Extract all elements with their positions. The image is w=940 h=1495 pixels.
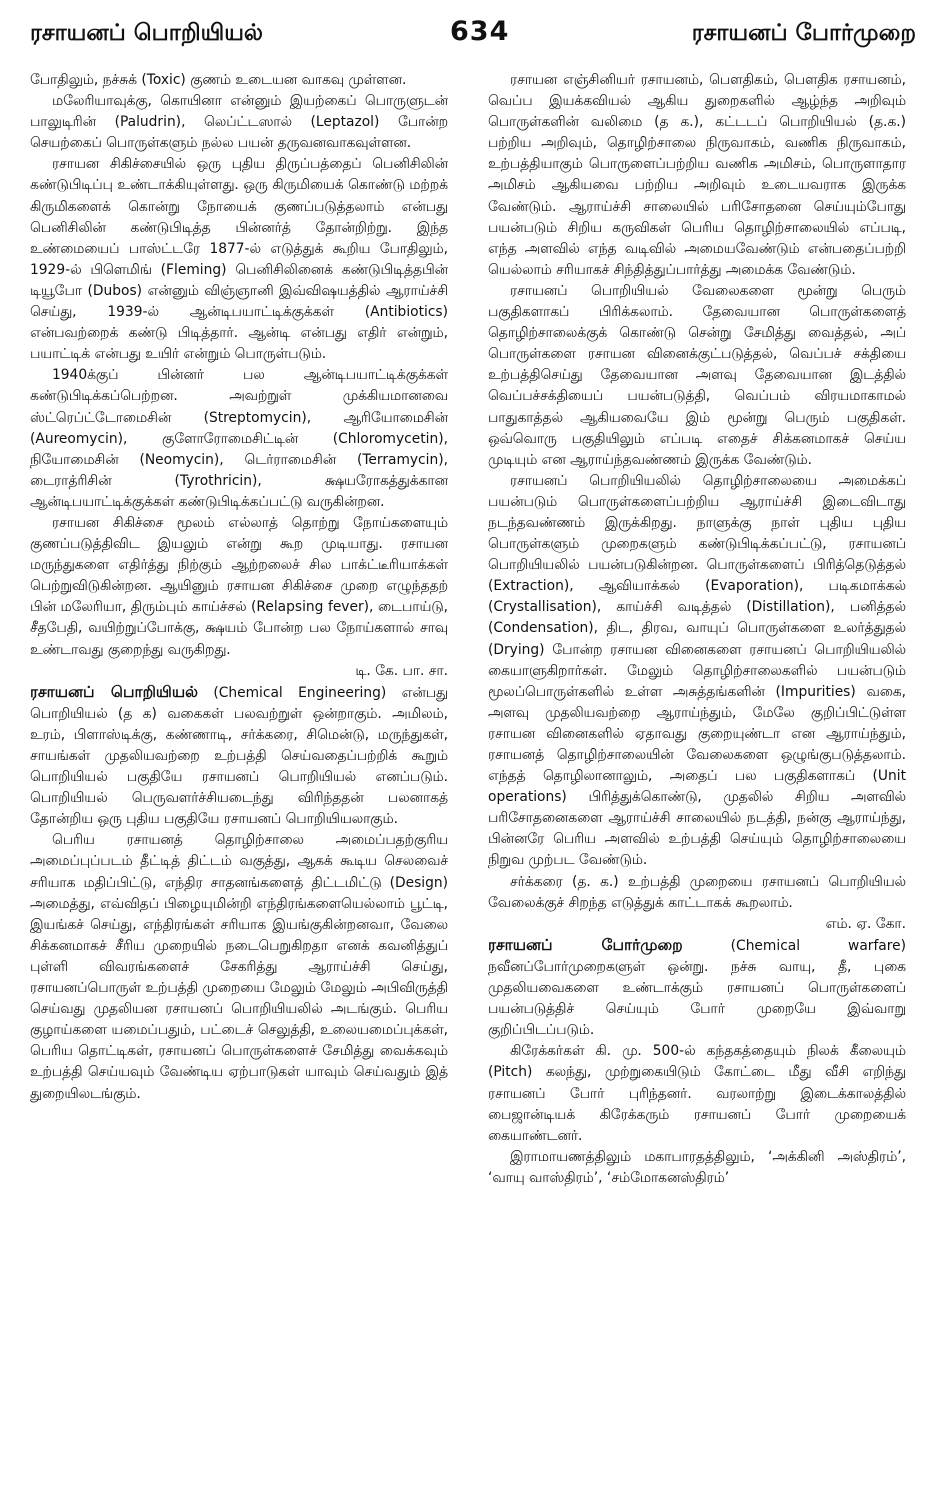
- entry-paragraph: [488, 935, 906, 1041]
- author-signature: எம். ஏ. கோ.: [825, 915, 906, 932]
- page-header: [0, 0, 940, 56]
- paragraph: ரசாயன எஞ்சினியர் ரசாயனம், பௌதிகம், பௌதிக ரசாயனம், வெப்ப இயக்கவியல் ஆகிய துறைகளில் ஆழ்ந்த அறிவும் பொருள்களின் வலிமை (த க.), கட்டடப் பொறியியல் (த.க.) பற்றிய அறிவும், தொழிற்சாலை நிருவாகம், வணிக நிருவாகம், உற்பத்தியாகும் பொருளைப்பற்றிய வணிக அமிசம், பொருளாதார அமிசம் ஆகியவை பற்றிய அறிவும் உடையவராக இருக்க வேண்டும். ஆராய்ச்சி சாலையில் பரிசோதனை செய்யும்போது பயன்படும் சிறிய கருவிகள் பெரிய தொழிற்சாலையில் எப்படி, எந்த அளவில் எந்த வடிவில் அமையவேண்டும் என்பதைப்பற்றி யெல்லாம் சரியாகச் சிந்தித்துப்பார்த்து அமைக்க வேண்டும்.: [488, 72, 906, 278]
- right-column: [488, 70, 906, 1482]
- paragraph: ரசாயனப் பொறியியலில் தொழிற்சாலையை அமைக்கப் பயன்படும் பொருள்களைப்பற்றிய ஆராய்ச்சி இடைவிடாது நடந்தவண்ணம் இருக்கிறது. நாளுக்கு நாள் புதிய புதிய பொருள்களும் முறைகளும் கண்டுபிடிக்கப்பட்டு, ரசாயனப் பொறியியலில் பயன்படுகின்றன. பொருள்களைப் பிரித்தெடுத்தல் (Extraction), ஆவியாக்கல் (Evaporation), படிகமாக்கல் (Crystallisation), காய்ச்சி வடித்தல் (Distillation), பனித்தல் (Condensation), திட, திரவ, வாயுப் பொருள்களை உலர்த்துதல் (Drying) போன்ற ரசாயன வினைகளை ரசாயனப் பொறியியலில் கையாளுகிறார்கள். மேலும் தொழிற்சாலைகளில் பயன்படும் மூலப்பொருள்களில் உள்ள அசுத்தங்களின் (Impurities) வகை, அளவு முதலியவற்றை ஆராய்ந்தும், மேலே குறிப்பிட்டுள்ள ரசாயன வினைகளில் ஏதாவது குறையுண்டா என ஆராய்ந்தும், ரசாயனத் தொழிற்சாலையின் வேலைகளை ஒழுங்குபடுத்தலாம். எந்தத் தொழிலானாலும், அதைப் பல பகுதிகளாகப் (Unit operations) பிரித்துக்கொண்டு, முதலில் சிறிய அளவில் பரிசோதனைகளை ஆராய்ச்சி சாலையில் நடத்தி, நன்கு ஆராய்ந்து, பின்னரே பெரிய அளவில் உற்பத்தி செய்யும் தொழிற்சாலையை நிறுவ முற்பட வேண்டும்.: [488, 472, 906, 869]
- author-signature: டி. கே. பா. சா.: [355, 662, 448, 679]
- paragraph: பெரிய ரசாயனத் தொழிற்சாலை அமைப்பதற்குரிய அமைப்புப்படம் தீட்டித் திட்டம் வகுத்து, ஆகக் கூடிய செலவைச் சரியாக மதிப்பிட்டு, எந்திர சாதனங்களைத் திட்டமிட்டு (Design) அமைத்து, எவ்விதப் பிழையுமின்றி எந்திரங்களையெல்லாம் பூட்டி, இயங்கச் செய்து, எந்திரங்கள் சரியாக இயங்குகின்றனவா, வேலை சிக்கனமாகச் சீரிய முறையில் நடைபெறுகிறதா எனக் கவனித்துப் புள்ளி விவரங்களைச் சேகரித்து ஆராய்ச்சி செய்து, ரசாயனப்பொருள் உற்பத்தி முறையை மேலும் மேலும் அபிவிருத்தி செய்வது முதலியன ரசாயனப் பொறியியலில் அடங்கும். பெரிய குழாய்களை யமைப்பதும், பட்டைச் செலுத்தி, உலையமைப்புக்கள், பெரிய தொட்டிகள், ரசாயனப் பொருள்களைச் சேமித்து வைக்கவும் உற்பத்தி செய்யவும் வேண்டிய ஏற்பாடுகள் யாவும் செய்வதும் இத் துறையிலடங்கும்.: [30, 832, 448, 1102]
- page-number: 634: [450, 16, 510, 47]
- entry-text: (Chemical Engineering) என்பது பொறியியல் (த க) வகைகள் பலவற்றுள் ஒன்றாகும். அமிலம், உரம், பிளாஸ்டிக்கு, கண்ணாடி, சர்க்கரை, சிமென்டு, மருந்துகள், சாயங்கள் முதலியவற்றை உற்பத்தி செய்வதைப்பற்றிக் கூறும் பொறியியல் பகுதியே ரசாயனப் பொறியியல் எனப்படும். பொறியியல் பெருவளர்ச்சியடைந்து விரிந்ததன் பலனாகத் தோன்றிய ஒரு புதிய பகுதியே ரசாயனப் பொறியியலாகும்.: [30, 684, 448, 828]
- paragraph: 1940க்குப் பின்னர் பல ஆன்டிபயாட்டிக்குக்கள் கண்டுபிடிக்கப்பெற்றன. அவற்றுள் முக்கியமானவை ஸ்ட்ரெப்ட்டோமைசின் (Streptomycin), ஆரியோமைசின் (Aureomycin), குளோரோமைசிட்டின் (Chloromycetin), நியோமைசின் (Neomycin), டெர்ராமைசின் (Terramycin), டைராத்ரிசின் (Tyrothricin), க்ஷயரோகத்துக்கான ஆன்டிபயாட்டிக்குக்கள் கண்டுபிடிக்கப்பட்டு வருகின்றன.: [30, 367, 448, 510]
- running-title-left: ரசாயனப் பொறியியல்: [30, 20, 264, 46]
- paragraph: இராமாயணத்திலும் மகாபாரதத்திலும், ‘அக்கினி அஸ்திரம்’, ‘வாயு வாஸ்திரம்’, ‘சம்மோகனஸ்திரம்’: [488, 1148, 906, 1186]
- entry-paragraph: [30, 682, 448, 831]
- paragraph: போதிலும், நச்சுக் (Toxic) குணம் உடையன வாகவு முள்ளன.: [30, 72, 407, 88]
- paragraph: மலேரியாவுக்கு, கொயினா என்னும் இயற்கைப் பொருளுடன் பாலுடிரின் (Paludrin), லெப்ட்டஸால் (Leptazol) போன்ற செயற்கைப் பொருள்களும் நல்ல பயன் தருவனவாகவுள்ளன.: [30, 93, 448, 152]
- paragraph: சர்க்கரை (த. க.) உற்பத்தி முறையை ரசாயனப் பொறியியல் வேலைக்குச் சிறந்த எடுத்துக் காட்டாகக் கூறலாம்.: [488, 873, 906, 911]
- entry-heading: ரசாயனப் பொறியியல்: [30, 682, 198, 701]
- paragraph: ரசாயன சிகிச்சையில் ஒரு புதிய திருப்பத்தைப் பெனிசிலின் கண்டுபிடிப்பு உண்டாக்கியுள்ளது. ஒரு கிருமியைக் கொண்டு மற்றக் கிருமிகளைக் கொன்று நோயைக் குணப்படுத்தலாம் என்பது பெனிசிலின் கண்டுபிடித்த பின்னர்த் தோன்றிற்று. இந்த உண்மையைப் பாஸ்ட்டரே 1877-ல் எடுத்துக் கூறிய போதிலும், 1929-ல் பிளெமிங் (Fleming) பெனிசிலினைக் கண்டுபிடித்தபின் டியூபோ (Dubos) என்னும் விஞ்ஞானி இவ்விஷயத்தில் ஆராய்ச்சி செய்து, 1939-ல் ஆன்டிபயாட்டிக்குக்கள் (Antibiotics) என்பவற்றைக் கண்டு பிடித்தார். ஆன்டி என்பது எதிர் என்றும், பயாட்டிக் என்பது உயிர் என்றும் பொருள்படும்.: [30, 156, 448, 363]
- entry-heading: ரசாயனப் போர்முறை: [488, 935, 683, 954]
- running-title-right: ரசாயனப் போர்முறை: [691, 20, 916, 46]
- paragraph: கிரேக்கர்கள் கி. மு. 500-ல் கந்தகத்தையும் நிலக் கீலையும் (Pitch) கலந்து, முற்றுகையிடும் கோட்டை மீது வீசி எறிந்து ரசாயனப் போர் புரிந்தனர். வரலாற்று இடைக்காலத்தில் பைஜான்டியக் கிரேக்கரும் ரசாயனப் போர் முறையைக் கையாண்டனர்.: [488, 1043, 906, 1144]
- paragraph: ரசாயனப் பொறியியல் வேலைகளை மூன்று பெரும் பகுதிகளாகப் பிரிக்கலாம். தேவையான பொருள்களைத் தொழிற்சாலைக்குக் கொண்டு சென்று சேமித்து வைத்தல், அப் பொருள்களை ரசாயன வினைக்குட்படுத்தல், வெப்பச் சக்தியை உற்பத்திசெய்து தேவையான அளவு தேவையான இடத்தில் வெப்பச்சக்தியைப் பயன்படுத்தி, வெப்பம் விரயமாகாமல் பாதுகாத்தல் ஆகியவையே இம் மூன்று பெரும் பகுதிகள். ஒவ்வொரு பகுதியிலும் எப்படி எதைச் சிக்கனமாகச் செய்ய முடியும் என ஆராய்ந்தவண்ணம் இருக்க வேண்டும்.: [488, 282, 906, 468]
- entry-text: (Chemical warfare) நவீனப்போர்முறைகளுள் ஒன்று. நச்சு வாயு, தீ, புகை முதலியவைகளை உண்டாக்கும் ரசாயனப் பொருள்களைப் பயன்படுத்திச் செய்யும் போர் முறையே இவ்வாறு குறிப்பிடப்படும்.: [488, 937, 906, 1039]
- left-column: [30, 70, 448, 1482]
- paragraph: ரசாயன சிகிச்சை மூலம் எல்லாத் தொற்று நோய்களையும் குணப்படுத்திவிட இயலும் என்று கூற முடியாது. ரசாயன மருந்துகளை எதிர்த்து நிற்கும் ஆற்றலைச் சில பாக்ட்டீரியாக்கள் பெற்றுவிடுகின்றன. ஆயினும் ரசாயன சிகிச்சை முறை எழுந்ததற் பின் மலேரியா, திரும்பும் காய்ச்சல் (Relapsing fever), டைபாய்டு, சீதபேதி, வயிற்றுப்போக்கு, க்ஷயம் போன்ற பல நோய்களால் சாவு உண்டாவது குறைந்து வருகிறது.: [30, 514, 448, 658]
